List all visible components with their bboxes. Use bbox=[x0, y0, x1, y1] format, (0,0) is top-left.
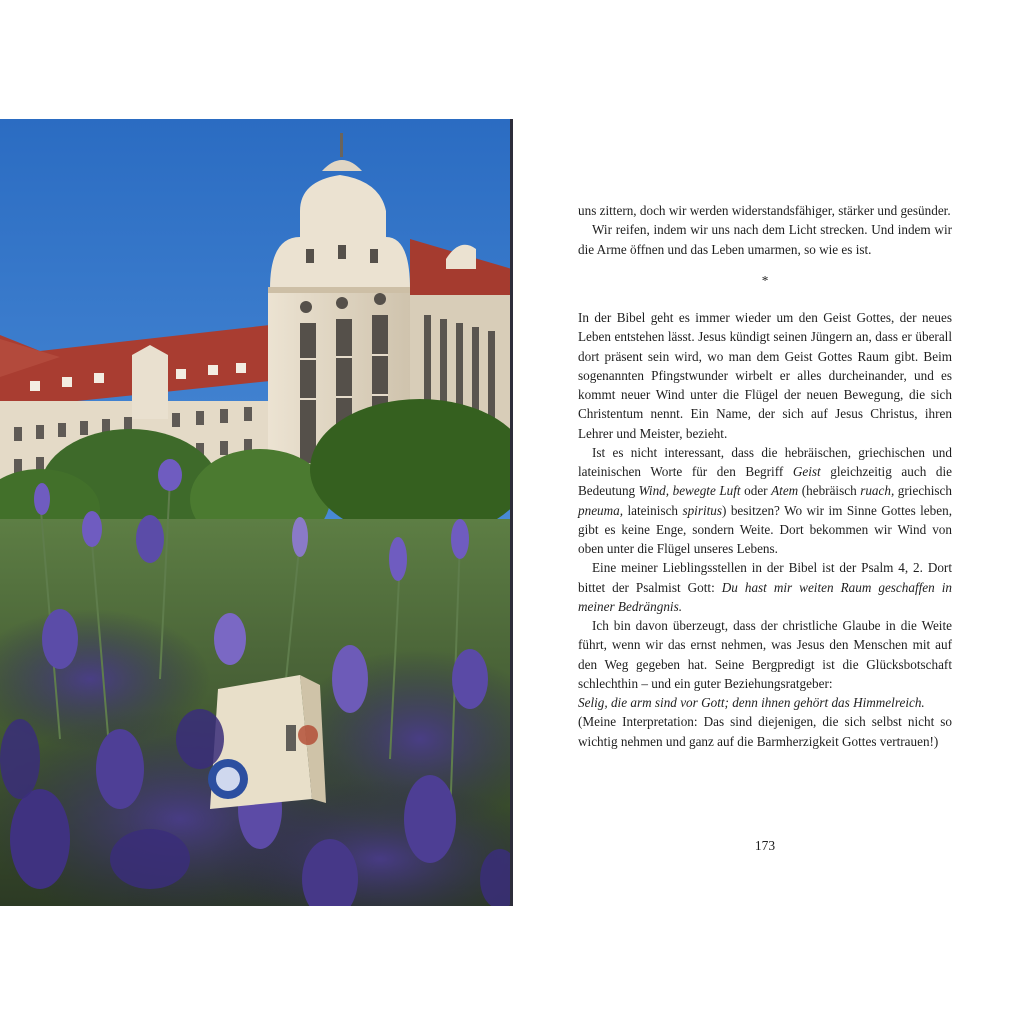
text-page bbox=[578, 201, 952, 751]
paragraph: In der Bibel geht es immer wieder um den Geist Gottes, der neues Leben entstehen lässt. Jesus kündigt seinen Jüngern an, dass er überall dort präsent sein wird, wo man dem Geist Gottes Raum gibt. Beim sogenannten Pfingstwunder wirbelt er alles durcheinander, und es kommt neuer Wind unter die Flügel der neuen Bewegung, die sich Christentum nennt. Ein Name, der sich auf Jesus Christus, ihren Lehrer und Meister, bezieht. bbox=[578, 310, 952, 441]
photo-page-edge bbox=[510, 119, 513, 906]
paragraph: Eine meiner Lieblingsstellen in der Bibel ist der Psalm 4, 2. Dort bittet der Psalmist Gott: Du hast mir weiten Raum geschaffen in meiner Bedrängnis. bbox=[578, 560, 952, 614]
beatitude-quote: Selig, die arm sind vor Gott; denn ihnen gehört das Himmelreich. bbox=[578, 695, 925, 710]
paragraph-continued: uns zittern, doch wir werden widerstandsfähiger, stärker und gesünder. bbox=[578, 203, 951, 218]
paragraph: Ich bin davon überzeugt, dass der christliche Glaube in die Weite führt, wenn wir das ernst nehmen, was Jesus den Menschen mit auf den Weg gegeben hat. Seine Bergpredigt ist die Glücksbotschaft schlechthin – und ein guter Beziehungsratgeber: bbox=[578, 618, 952, 691]
page-number: 173 bbox=[754, 838, 776, 853]
stone-block bbox=[208, 675, 326, 809]
paragraph: Ist es nicht interessant, dass die hebräischen, griechischen und lateinischen Worte für den Begriff Geist gleichzeitig auch die Bedeutung Wind, bewegte Luft oder Atem (hebräisch ruach, griechisch pneuma, lateinisch spiritus) besitzen? Wo wir im Sinne Gottes leben, gibt es keine Enge, sondern Weite. Dort bekommen wir Wind von oben unter die Flügel unseres Lebens. bbox=[578, 444, 953, 556]
paragraph: Wir reifen, indem wir uns nach dem Licht strecken. Und indem wir die Arme öffnen und das Leben umarmen, so wie es ist. bbox=[578, 222, 952, 257]
psalm-quote: Du hast mir weiten Raum geschaffen in meiner Bedrängnis. bbox=[578, 579, 952, 614]
paragraph: (Meine Interpretation: Das sind diejenigen, die sich selbst nicht so wichtig nehmen und ganz auf die Barmherzigkeit Gottes vertrauen!) bbox=[578, 714, 952, 749]
section-separator: * bbox=[761, 272, 769, 288]
photo-lavender-and-building bbox=[0, 119, 512, 906]
